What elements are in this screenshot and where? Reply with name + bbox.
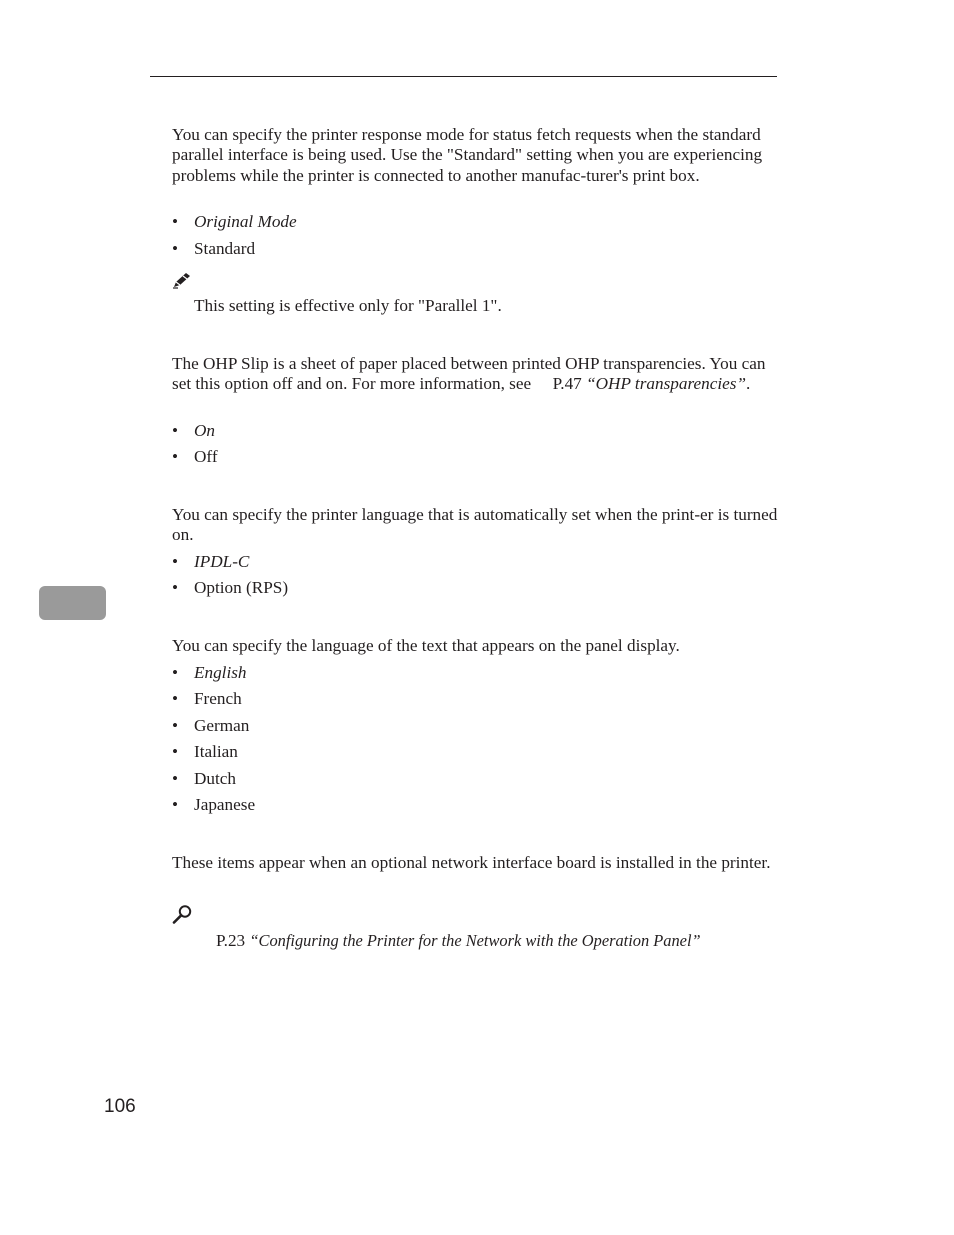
option-original-mode: Original Mode	[194, 212, 297, 231]
printer-language-description: You can specify the printer language that is automatically set when the print-er is turned on.	[172, 505, 778, 545]
ohp-ref-title[interactable]: “OHP transparencies”	[586, 374, 747, 394]
bullet-dot: •	[172, 689, 179, 708]
option-french: French	[194, 689, 242, 708]
bullet-dot: •	[172, 795, 179, 814]
page-number: 106	[104, 1096, 136, 1117]
ohp-ref-page[interactable]: P.47	[552, 374, 582, 394]
bullet-dot: •	[172, 769, 179, 788]
option-on: On	[194, 421, 216, 440]
option-off: Off	[194, 447, 218, 466]
bullet-dot: •	[172, 212, 179, 231]
status-description: You can specify the printer response mode for status fetch requests when the standard parallel interface is being used. Use the "Standard" setting when you are experiencing problems while the printer is connected to another manufac-turer's print box.	[172, 125, 763, 185]
bullet-dot: •	[172, 421, 179, 440]
option-japanese: Japanese	[194, 795, 256, 814]
bullet-dot: •	[172, 239, 179, 258]
network-description: These items appear when an optional network interface board is installed in the printer.	[172, 853, 771, 872]
network-ref-title[interactable]: “Configuring the Printer for the Network with the Operation Panel”	[249, 931, 701, 950]
option-english: English	[194, 663, 247, 682]
bullet-dot: •	[172, 578, 179, 597]
magnifier-reference-icon	[172, 904, 193, 924]
bullet-dot: •	[172, 447, 179, 466]
option-standard: Standard	[194, 239, 256, 258]
header-rule	[150, 76, 777, 77]
network-reference	[216, 931, 701, 951]
option-german: German	[194, 716, 250, 735]
option-rps: Option (RPS)	[194, 578, 289, 597]
option-dutch: Dutch	[194, 769, 237, 788]
chapter-tab	[39, 586, 106, 620]
bullet-dot: •	[172, 663, 179, 682]
bullet-dot: •	[172, 552, 179, 571]
bullet-dot: •	[172, 742, 179, 761]
pencil-note-icon	[172, 272, 192, 289]
ohp-description	[172, 354, 778, 395]
network-ref-page[interactable]: P.23	[216, 931, 246, 950]
ohp-description-text: The OHP Slip is a sheet of paper placed between printed OHP transparencies. You can set this option off and on. For more information, see	[172, 354, 766, 394]
note-text: This setting is effective only for "Parallel 1".	[194, 296, 502, 315]
panel-language-description: You can specify the language of the text that appears on the panel display.	[172, 636, 680, 655]
ohp-ref-end: .	[746, 374, 751, 394]
bullet-dot: •	[172, 716, 179, 735]
option-ipdl-c: IPDL-C	[194, 552, 250, 571]
option-italian: Italian	[194, 742, 238, 761]
